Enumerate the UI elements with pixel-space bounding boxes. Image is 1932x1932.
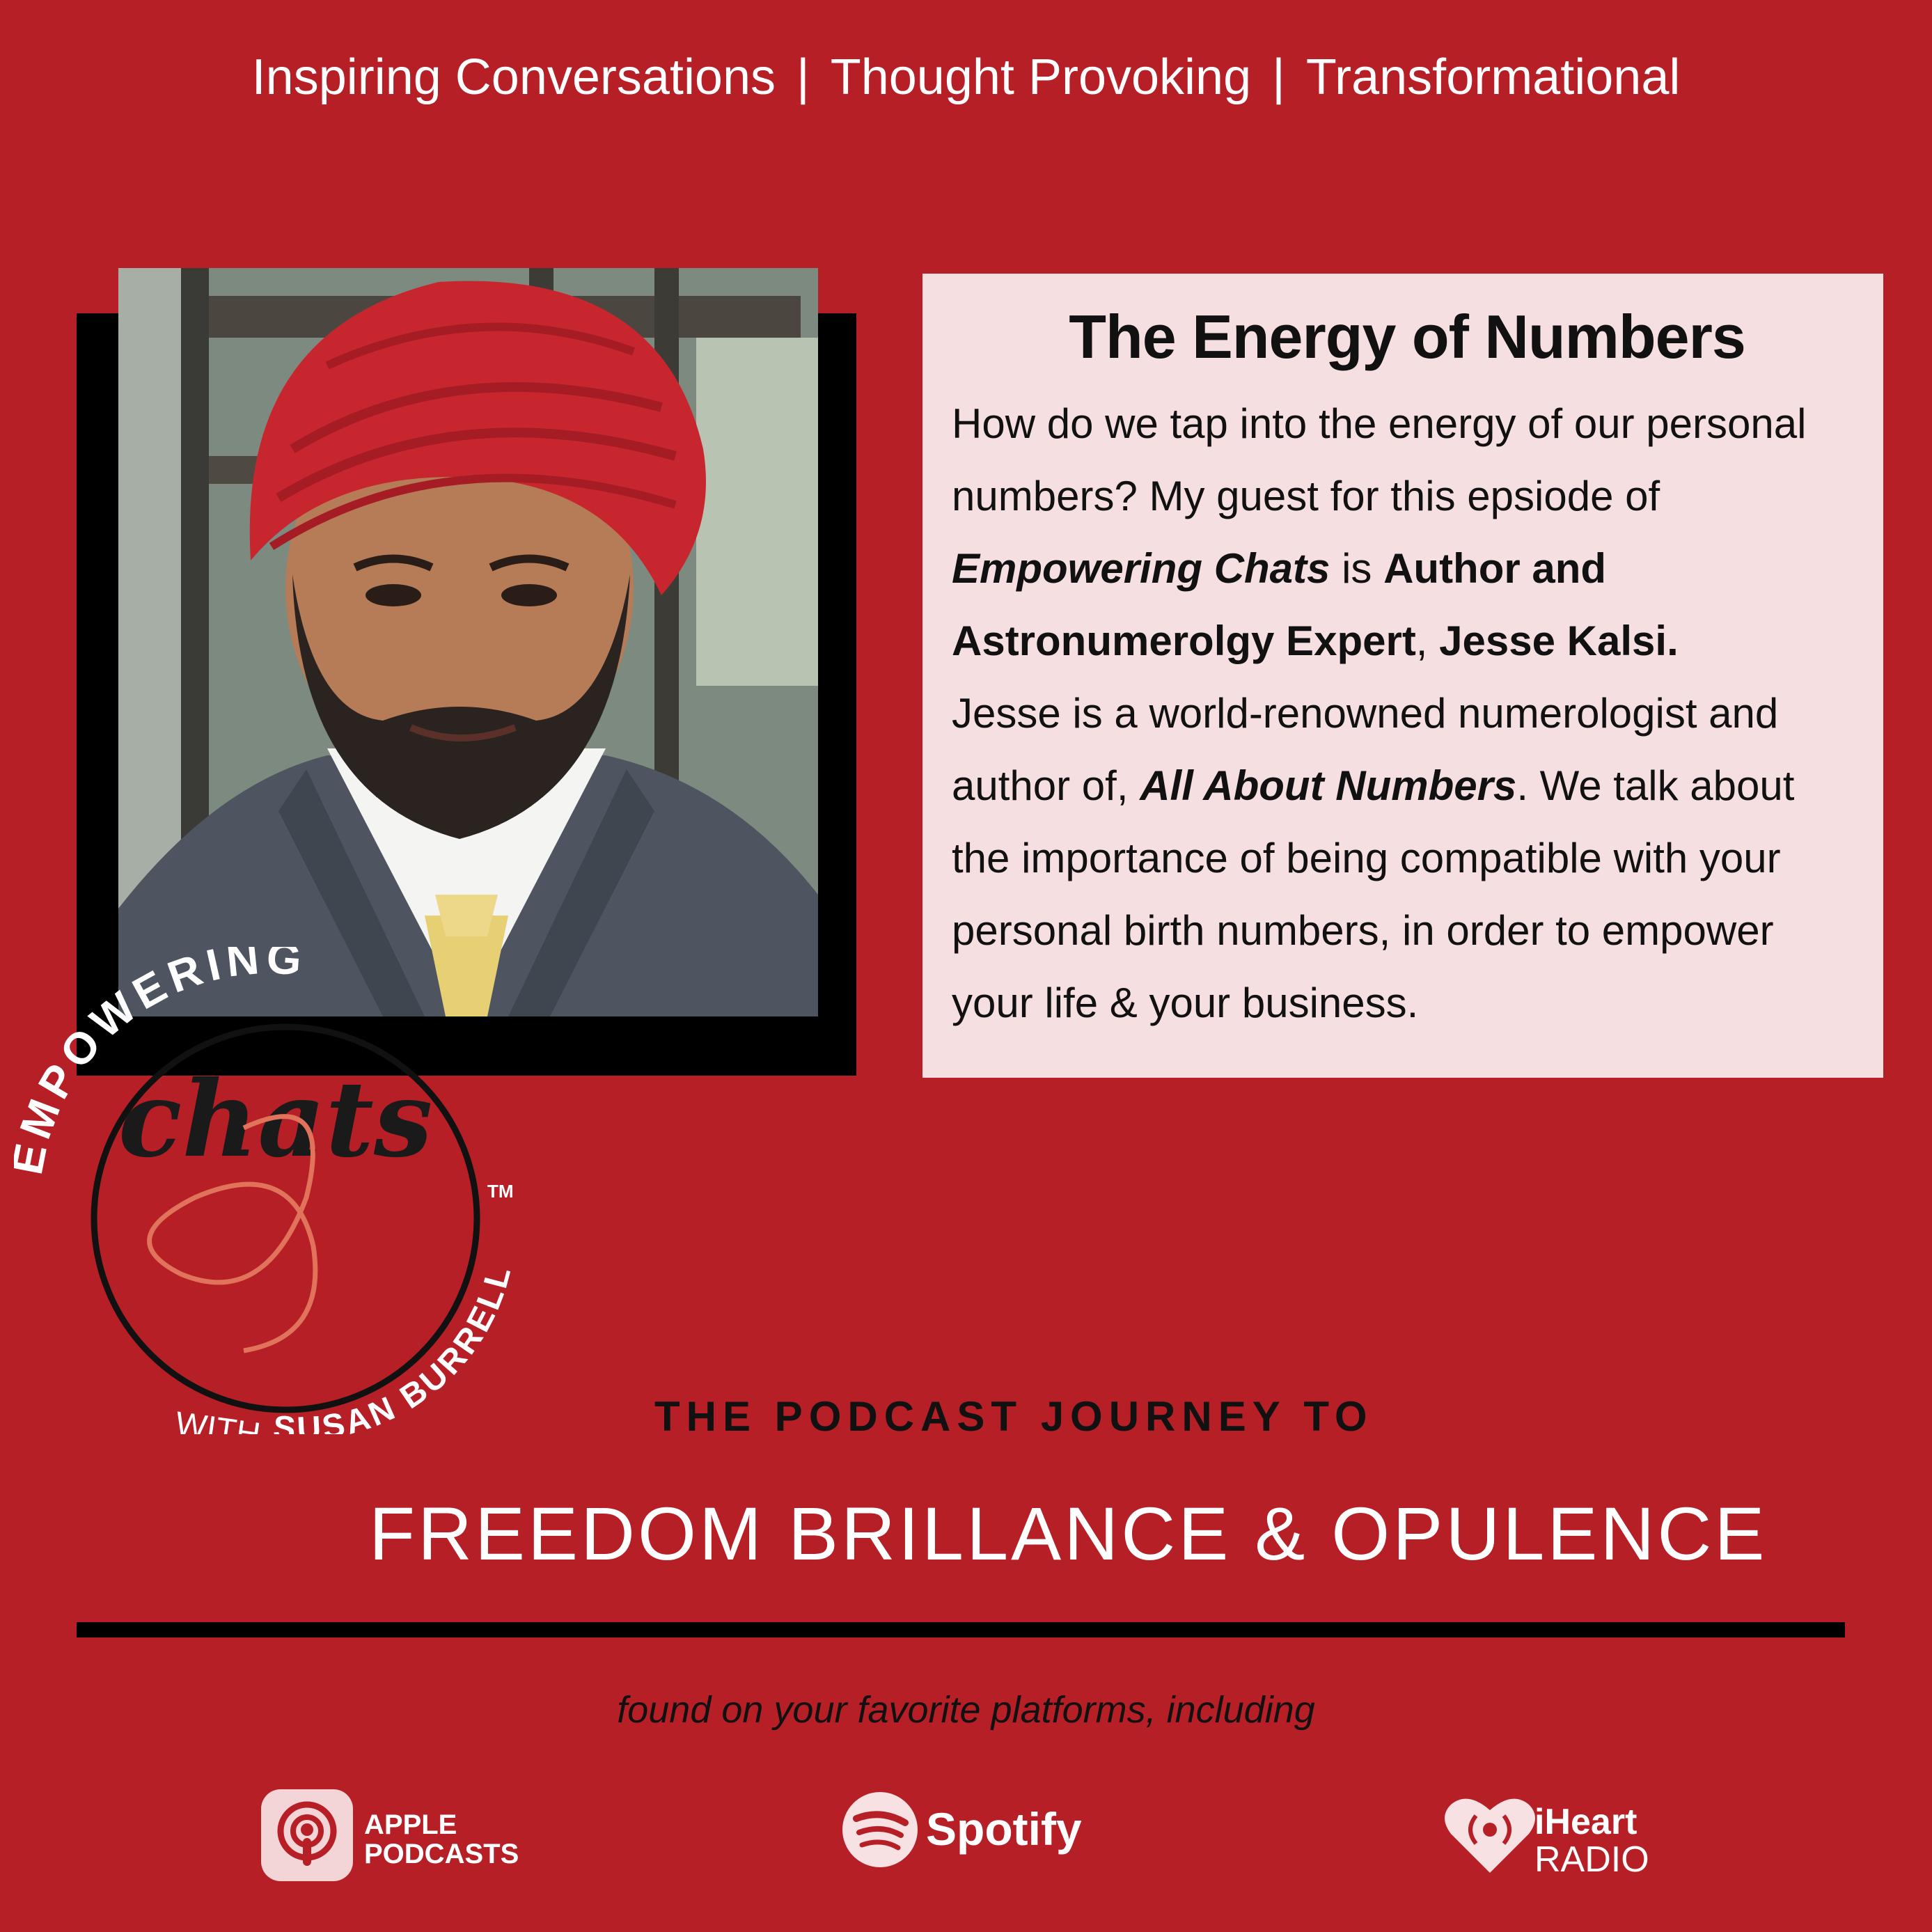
iheart-radio-link[interactable] (1441, 1789, 1678, 1887)
spotify-link[interactable] (841, 1789, 1092, 1887)
apple-label-1: APPLE (364, 1809, 457, 1840)
episode-description (952, 388, 1862, 1039)
divider (77, 1622, 1845, 1638)
tagline (0, 49, 1932, 106)
show-name: Empowering Chats (952, 545, 1330, 592)
tagline-separator: | (1272, 49, 1285, 105)
book-title: All About Numbers (1140, 762, 1517, 809)
guest-name: Jesse Kalsi. (1439, 618, 1679, 664)
iheart-label-2: RADIO (1534, 1839, 1649, 1880)
logo-trademark: TM (487, 1181, 514, 1202)
apple-podcasts-link[interactable] (261, 1789, 526, 1887)
logo-host: SUSAN BURRELL (272, 1260, 519, 1434)
episode-card (922, 274, 1883, 1078)
episode-title: The Energy of Numbers (1069, 302, 1745, 371)
is-word: is (1342, 545, 1372, 592)
empowering-chats-logo (14, 947, 543, 1434)
tagline-transformational: Transformational (1305, 49, 1681, 105)
guest-bio-start: Jesse is a world-renowned numerologist and author of, (952, 690, 1779, 809)
tagline-inspiring: Inspiring Conversations (251, 49, 776, 105)
guest-photo (118, 268, 818, 1016)
journey-subtitle: FREEDOM BRILLANCE & OPULENCE (369, 1491, 1768, 1576)
comma: , (1415, 618, 1428, 664)
logo-arc-text: MPOWERING (14, 947, 309, 1145)
logo-with: WITH (173, 1405, 263, 1434)
spotify-label: Spotify (926, 1803, 1082, 1855)
tagline-separator: | (796, 49, 810, 105)
found-text: found on your favorite platforms, including (617, 1689, 1315, 1731)
apple-label-2: PODCASTS (364, 1839, 519, 1869)
journey-heading: THE PODCAST JOURNEY TO (654, 1393, 1374, 1440)
episode-intro: How do we tap into the energy of our personal numbers? My guest for this epsiode of (952, 400, 1807, 519)
iheart-label-1: iHeart (1534, 1802, 1638, 1842)
guest-role: Author and Astronumerolgy Expert (952, 545, 1607, 664)
logo-script-text: chats (118, 1058, 433, 1181)
iheart-icon (1445, 1799, 1535, 1873)
tagline-thought: Thought Provoking (830, 49, 1252, 105)
guest-bio-end: . We talk about the importance of being compatible with your personal birth numbers, in order to empower your life & your business. (952, 762, 1795, 1026)
spotify-icon (842, 1792, 918, 1867)
